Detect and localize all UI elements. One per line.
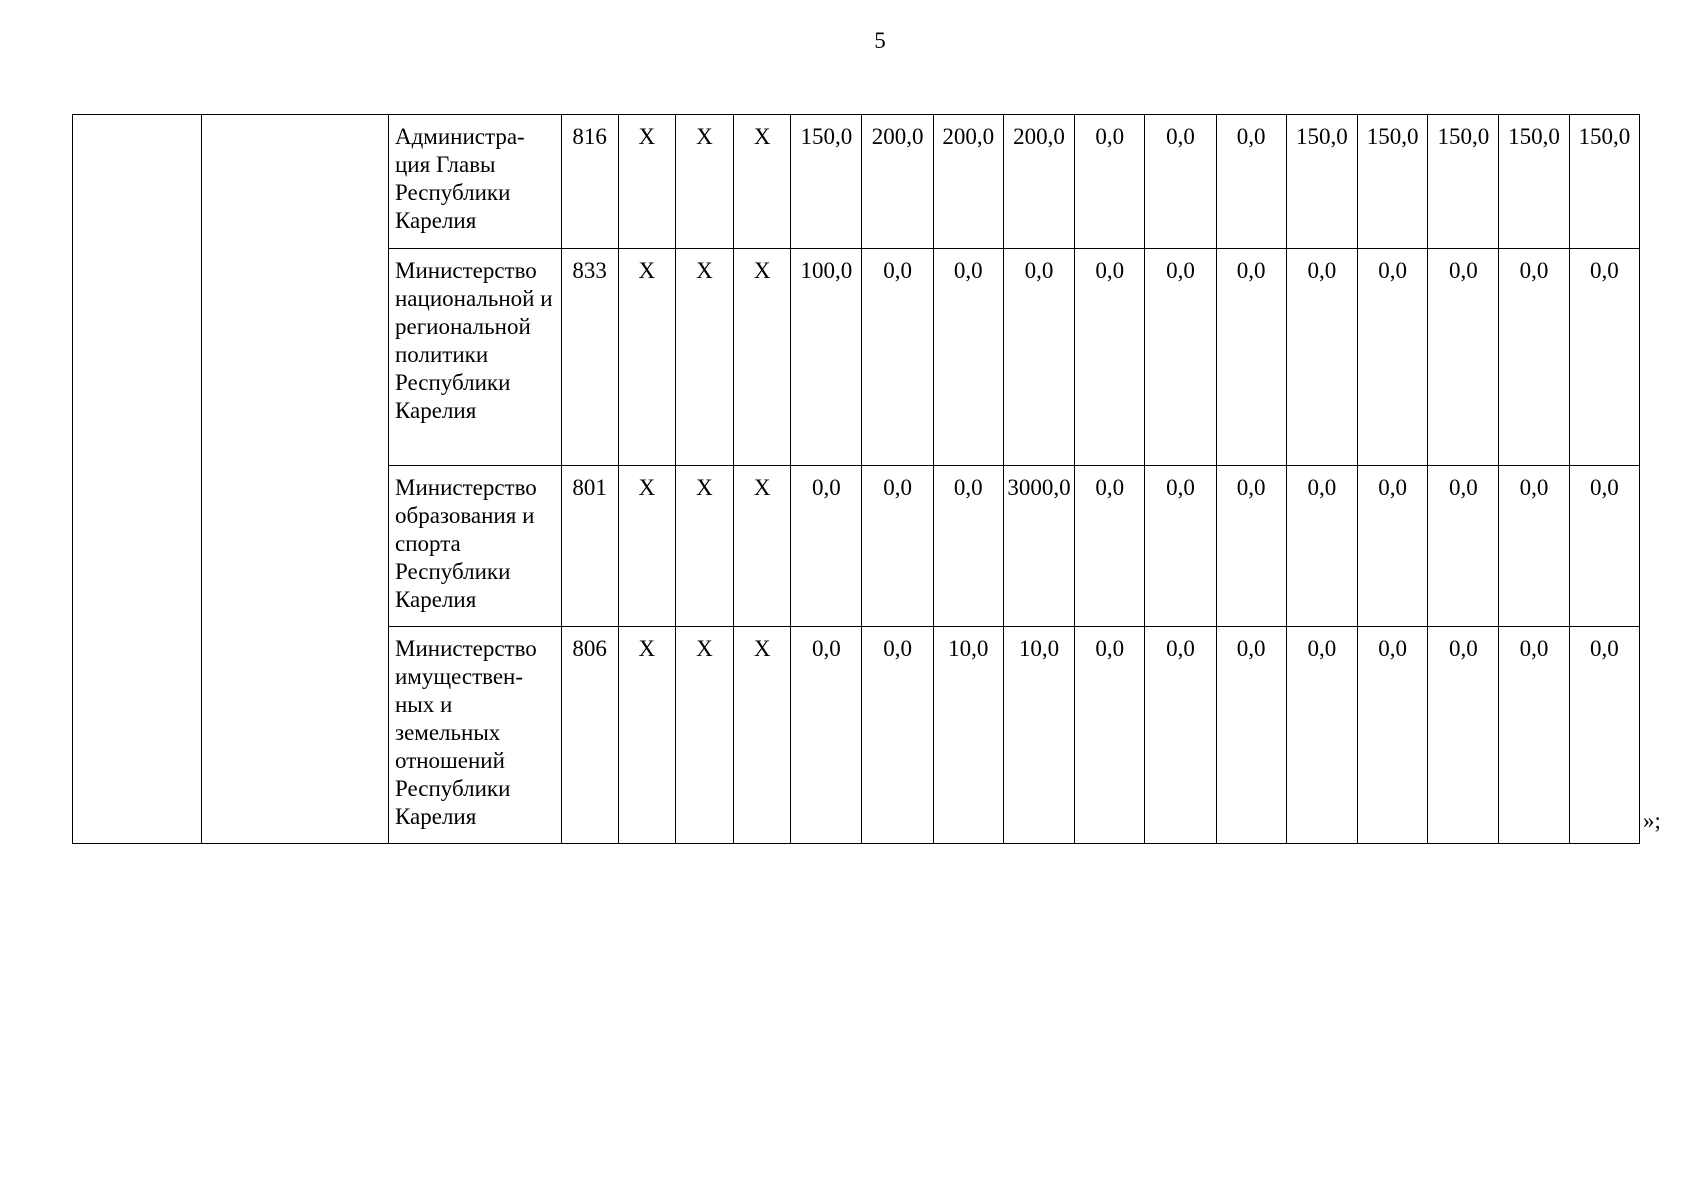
value-cell: 0,0 [1428,627,1499,844]
merged-blank-cell-2 [202,115,389,844]
value-cell: 0,0 [791,627,862,844]
mark-cell: Х [675,115,733,249]
value-cell: 0,0 [1145,627,1216,844]
value-cell: 200,0 [862,115,933,249]
organization-name-cell: Администра-ция Главы Республики Карелия [389,115,562,249]
code-cell: 806 [561,627,618,844]
value-cell: 0,0 [1357,627,1427,844]
value-cell: 0,0 [862,627,933,844]
value-cell: 0,0 [1286,627,1357,844]
mark-cell: Х [618,249,675,466]
table-body [73,115,1640,844]
organization-name-cell: Министерство имуществен-ных и земельных отношений Республики Карелия [389,627,562,844]
value-cell: 0,0 [1145,249,1216,466]
value-cell: 0,0 [1499,249,1569,466]
value-cell: 0,0 [1216,466,1286,627]
value-cell: 0,0 [933,249,1003,466]
value-cell: 3000,0 [1003,466,1074,627]
value-cell: 0,0 [1499,627,1569,844]
value-cell: 0,0 [1075,115,1145,249]
value-cell: 0,0 [1216,627,1286,844]
organization-name-cell: Министерство национальной и региональной политики Республики Карелия [389,249,562,466]
code-cell: 801 [561,466,618,627]
value-cell: 150,0 [1286,115,1357,249]
value-cell: 0,0 [1075,249,1145,466]
mark-cell: Х [675,466,733,627]
value-cell: 0,0 [1569,466,1639,627]
value-cell: 0,0 [1357,249,1427,466]
value-cell: 0,0 [1286,249,1357,466]
value-cell: 0,0 [1357,466,1427,627]
value-cell: 0,0 [1569,627,1639,844]
value-cell: 100,0 [791,249,862,466]
value-cell: 0,0 [1075,627,1145,844]
value-cell: 150,0 [1357,115,1427,249]
mark-cell: Х [734,115,791,249]
value-cell: 0,0 [1286,466,1357,627]
value-cell: 150,0 [1499,115,1569,249]
closing-quote-mark: »; [1643,808,1661,833]
value-cell: 0,0 [1428,466,1499,627]
value-cell: 150,0 [791,115,862,249]
value-cell: 0,0 [933,466,1003,627]
value-cell: 0,0 [1569,249,1639,466]
value-cell: 0,0 [1428,249,1499,466]
organization-name-cell: Министерство образования и спорта Республики Карелия [389,466,562,627]
value-cell: 0,0 [1145,115,1216,249]
value-cell: 0,0 [791,466,862,627]
merged-blank-cell-1 [73,115,202,844]
value-cell: 0,0 [1075,466,1145,627]
mark-cell: Х [618,466,675,627]
mark-cell: Х [734,249,791,466]
mark-cell: Х [675,249,733,466]
value-cell: 0,0 [1216,115,1286,249]
value-cell: 150,0 [1569,115,1639,249]
value-cell: 0,0 [1216,249,1286,466]
mark-cell: Х [675,627,733,844]
value-cell: 10,0 [1003,627,1074,844]
value-cell: 200,0 [933,115,1003,249]
value-cell: 0,0 [1003,249,1074,466]
table-row [73,115,1640,249]
code-cell: 816 [561,115,618,249]
budget-table [72,114,1640,844]
value-cell: 0,0 [862,466,933,627]
value-cell: 10,0 [933,627,1003,844]
mark-cell: Х [734,466,791,627]
mark-cell: Х [618,627,675,844]
value-cell: 0,0 [1499,466,1569,627]
code-cell: 833 [561,249,618,466]
value-cell: 150,0 [1428,115,1499,249]
mark-cell: Х [618,115,675,249]
value-cell: 0,0 [1145,466,1216,627]
value-cell: 200,0 [1003,115,1074,249]
value-cell: 0,0 [862,249,933,466]
mark-cell: Х [734,627,791,844]
page-number: 5 [874,28,886,53]
